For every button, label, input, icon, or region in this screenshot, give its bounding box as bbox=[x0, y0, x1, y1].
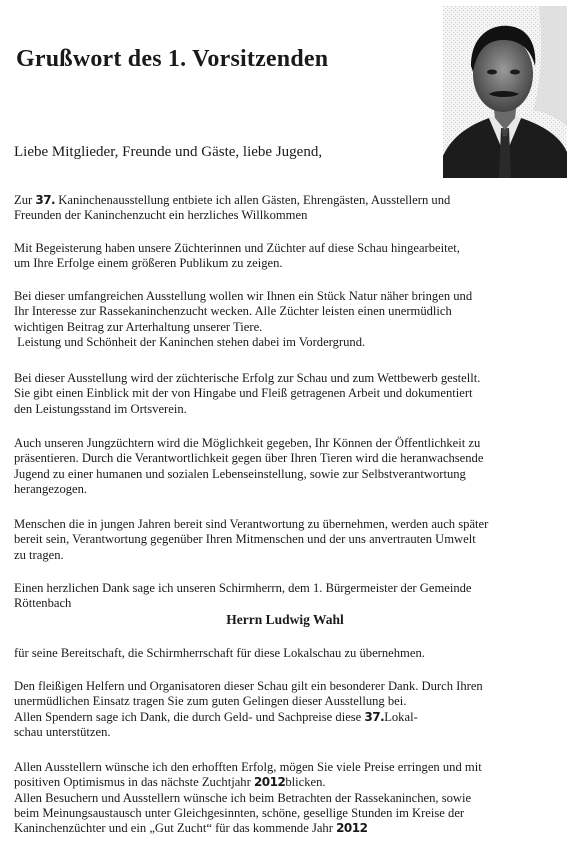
text-line: schau unterstützen. bbox=[14, 724, 111, 739]
text-line: Allen Ausstellern wünsche ich den erhofften Erfolg, mögen Sie viele Preise erringen und mit bbox=[14, 760, 482, 774]
text-line bbox=[14, 710, 562, 725]
paragraph-closing bbox=[14, 760, 562, 836]
text-line: Ihr Interesse zur Rassekaninchenzucht wecken. Alle Züchter leisten einen unermüdlich bbox=[14, 304, 452, 319]
text-line: den Leistungsstand im Ortsverein. bbox=[14, 401, 187, 416]
text-line: präsentieren. Durch die Verantwortlichkeit gegen über Ihren Tieren wird die heranwachsende bbox=[14, 451, 484, 466]
text-segment: positiven Optimismus in das nächste Zuchtjahr bbox=[14, 775, 254, 790]
text-line bbox=[14, 193, 562, 208]
handwritten-number: 37. bbox=[35, 193, 56, 207]
portrait-photo bbox=[443, 6, 567, 178]
text-segment: Zur bbox=[14, 193, 36, 207]
text-line: Bei dieser umfangreichen Ausstellung wollen wir Ihnen ein Stück Natur näher bringen und bbox=[14, 289, 473, 303]
text-line: Röttenbach bbox=[14, 596, 72, 611]
text-segment: Kaninchenzüchter und ein „Gut Zucht“ für das kommende Jahr bbox=[14, 821, 337, 836]
text-line: wichtigen Beitrag zur Arterhaltung unserer Tiere. bbox=[14, 319, 263, 334]
paragraph-responsibility bbox=[14, 517, 562, 563]
text-line: Den fleißigen Helfern und Organisatoren dieser Schau gilt ein besonderer Dank. Durch Ihren bbox=[14, 679, 483, 693]
paragraph-patron-thanks bbox=[14, 581, 562, 612]
text-line: für seine Bereitschaft, die Schirmherrschaft für diese Lokalschau zu übernehmen. bbox=[14, 646, 425, 660]
text-line: beim Meinungsaustausch unter Gleichgesinnten, schöne, gesellige Stunden im Kreise der bbox=[14, 805, 465, 820]
text-line bbox=[14, 821, 562, 836]
text-line: unermüdlichen Einsatz tragen Sie zum guten Gelingen dieser Ausstellung bei. bbox=[14, 694, 407, 709]
paragraph-competition bbox=[14, 371, 562, 417]
text-line: Allen Besuchern und Ausstellern wünsche ich beim Betrachten der Rassekaninchen, sowie bbox=[14, 790, 472, 805]
paragraph-exhibition bbox=[14, 289, 562, 350]
text-line: Bei dieser Ausstellung wird der züchterische Erfolg zur Schau und zum Wettbewerb gestellt. bbox=[14, 371, 481, 385]
handwritten-year: 2012 bbox=[253, 775, 286, 790]
text-line bbox=[14, 775, 562, 790]
text-line: Menschen die in jungen Jahren bereit sind Verantwortung zu übernehmen, werden auch später bbox=[14, 517, 489, 531]
text-line: Leistung und Schönheit der Kaninchen stehen dabei im Vordergrund. bbox=[14, 334, 366, 349]
handwritten-year: 2012 bbox=[336, 821, 368, 836]
patron-name: Herrn Ludwig Wahl bbox=[226, 612, 344, 627]
text-line: Jugend zu einer humanen und sozialen Lebenseinstellung, sowie zur Selbstverantwortung bbox=[14, 466, 466, 481]
text-line: Freunden der Kaninchenzucht ein herzliches Willkommen bbox=[14, 208, 308, 223]
handwritten-number: 37. bbox=[364, 709, 385, 724]
text-segment: Kaninchenausstellung entbiete ich allen Gästen, Ehrengästen, Ausstellern und bbox=[55, 193, 451, 207]
text-line: Einen herzlichen Dank sage ich unseren Schirmherrn, dem 1. Bürgermeister der Gemeinde bbox=[14, 581, 472, 595]
paragraph-youth bbox=[14, 436, 562, 497]
page-title: Grußwort des 1. Vorsitzenden bbox=[16, 46, 329, 72]
salutation: Liebe Mitglieder, Freunde und Gäste, liebe Jugend, bbox=[14, 144, 323, 160]
text-segment: Lokal- bbox=[384, 709, 418, 724]
text-line: Sie gibt einen Einblick mit der von Hingabe und Fleiß getragenen Arbeit und dokumentiert bbox=[14, 386, 473, 401]
text-line: um Ihre Erfolge einem größeren Publikum zu zeigen. bbox=[14, 256, 283, 271]
paragraph-enthusiasm bbox=[14, 241, 562, 272]
text-segment: Allen Spendern sage ich Dank, die durch Geld- und Sachpreise diese bbox=[14, 709, 365, 724]
text-line: zu tragen. bbox=[14, 547, 64, 562]
text-line: herangezogen. bbox=[14, 481, 88, 496]
paragraph-patronage bbox=[14, 646, 562, 661]
text-segment: blicken. bbox=[285, 775, 326, 790]
text-line: Auch unseren Jungzüchtern wird die Möglichkeit gegeben, Ihr Können der Öffentlichkeit zu bbox=[14, 436, 481, 450]
paragraph-helpers bbox=[14, 679, 562, 740]
text-line: bereit sein, Verantwortung gegenüber Ihren Mitmenschen und der uns anvertrauten Umwelt bbox=[14, 532, 476, 547]
text-line: Mit Begeisterung haben unsere Züchterinnen und Züchter auf diese Schau hingearbeitet, bbox=[14, 241, 460, 255]
paragraph-welcome bbox=[14, 193, 562, 224]
